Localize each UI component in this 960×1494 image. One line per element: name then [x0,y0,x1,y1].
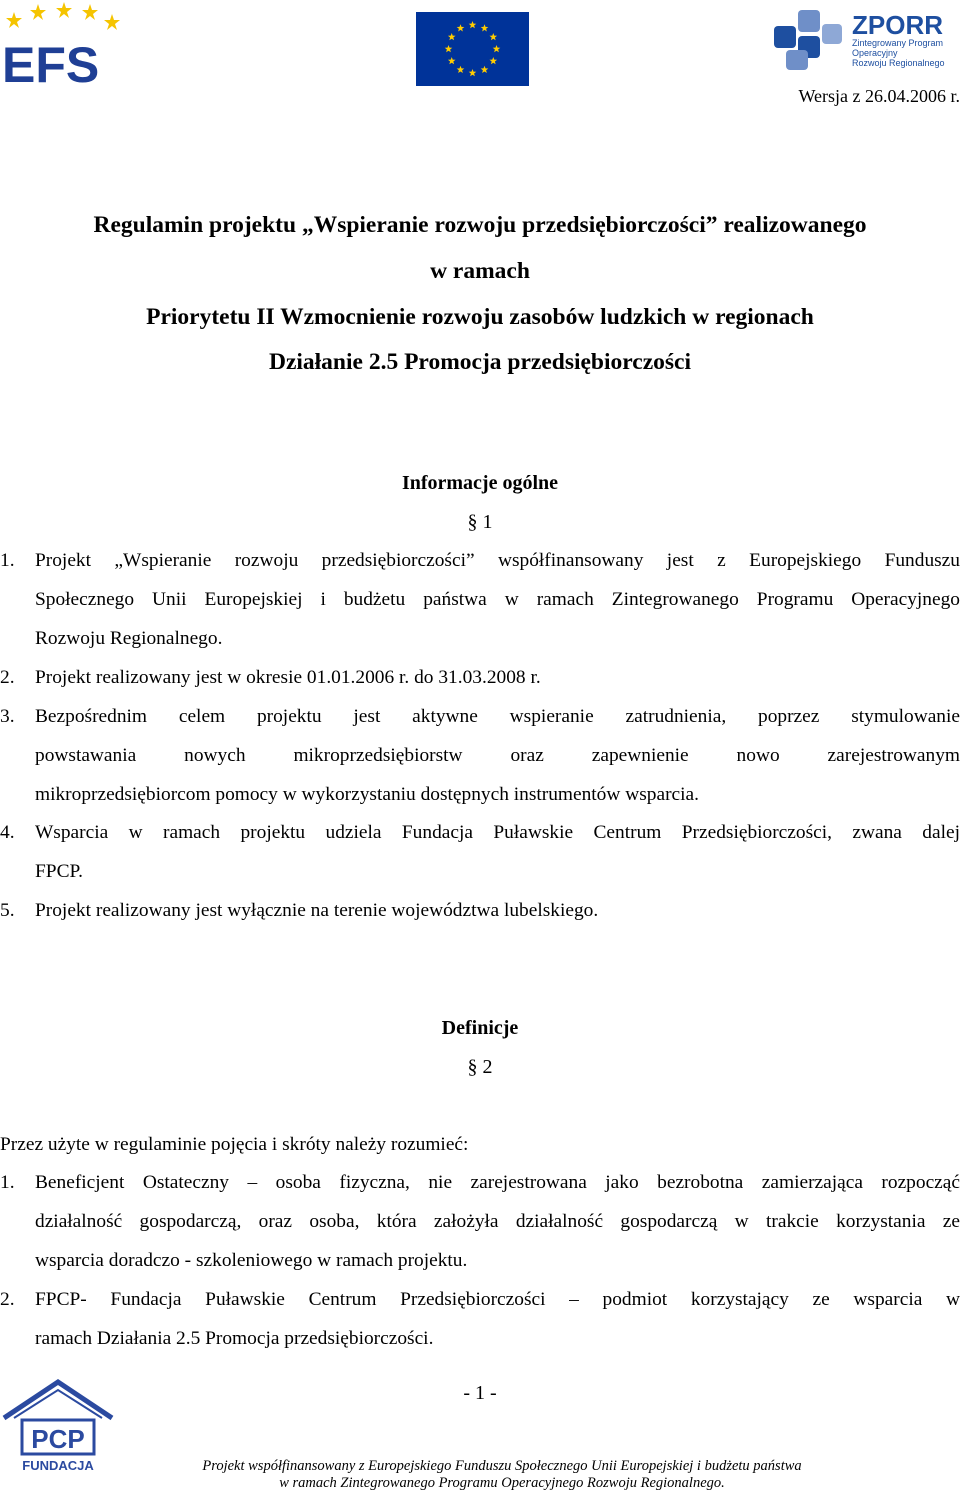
svg-text:Operacyjny: Operacyjny [852,48,898,58]
pcp-foundation-logo [0,1378,118,1474]
page-number: - 1 - [463,1382,497,1404]
list-item [0,667,960,697]
eu-star-icon [489,57,497,64]
version-label: Wersja z 26.04.2006 r. [798,86,960,106]
svg-text:FUNDACJA: FUNDACJA [22,1458,94,1473]
document-title-line-3: Priorytetu II Wzmocnienie rozwoju zasobów ludzkich w regionach [146,304,814,330]
list-item [0,1289,960,1359]
footer-line-2: w ramach Zintegrowanego Programu Operacyjnego Rozwoju Regionalnego. [279,1475,725,1491]
paragraph-number-2: § 2 [467,1056,493,1078]
list-item [0,822,960,892]
list-number: 2. [0,667,15,688]
eu-star-icon [445,45,453,52]
list-number: 4. [0,822,15,843]
list-number: 3. [0,706,15,727]
list-text-line: Projekt „Wspieranie rozwoju przedsiębiorczości” współfinansowany jest z Europejskiego Funduszu [35,550,960,571]
section-heading-definitions: Definicje [441,1017,519,1039]
list-text-line: Beneficjent Ostateczny – osoba fizyczna, nie zarejestrowana jako bezrobotna zamierzająca rozpocząć [35,1172,960,1193]
svg-text:PCP: PCP [31,1424,85,1454]
eu-star-icon [493,45,501,52]
eu-star-icon [448,57,456,64]
document-title-line-1: Regulamin projektu „Wspieranie rozwoju przedsiębiorczości” realizowanego [93,212,867,238]
list-text-line: Wsparcia w ramach projektu udziela Fundacja Puławskie Centrum Przedsiębiorczości, zwana dalej [35,822,960,843]
list-text-line: FPCP. [35,861,83,882]
list-text-line: powstawania nowych mikroprzedsiębiorstw oraz zapewnienie nowo zarejestrowanym [35,745,960,766]
list-number: 5. [0,900,15,921]
list-text-line: działalność gospodarczą, oraz osoba, która założyła działalność gospodarczą w trakcie korzystania ze [35,1211,960,1232]
footer-line-1: Projekt współfinansowany z Europejskiego Funduszu Społecznego Unii Europejskiej i budżetu państwa [202,1458,802,1474]
list-text-line: Społecznego Unii Europejskiej i budżetu państwa w ramach Zintegrowanego Programu Operacyjnego [35,589,960,610]
eu-star-icon [469,21,477,28]
list-text-line: FPCP- Fundacja Puławskie Centrum Przedsiębiorczości – podmiot korzystający ze wsparcia w [35,1289,960,1310]
eu-star-icon [469,69,477,76]
eu-star-icon [448,33,456,40]
document-title-line-4: Działanie 2.5 Promocja przedsiębiorczości [268,349,692,375]
svg-text:Zintegrowany Program: Zintegrowany Program [852,38,944,48]
efs-logo [0,2,128,88]
list-text-line: wsparcia doradczo - szkoleniowego w ramach projektu. [35,1250,468,1271]
list-number: 2. [0,1289,15,1310]
list-text-line: mikroprzedsiębiorcom pomocy w wykorzystaniu dostępnych instrumentów wsparcia. [35,784,699,805]
eu-star-icon [457,24,465,31]
list-item [0,706,960,816]
paragraph-number-1: § 1 [467,511,493,533]
list-number: 1. [0,1172,15,1193]
list-item [0,900,960,930]
list-text-line: ramach Działania 2.5 Promocja przedsiębiorczości. [35,1328,434,1349]
eu-flag-logo [416,12,529,86]
list-number: 1. [0,550,15,571]
zporr-logo [772,4,947,76]
list-item [0,550,960,670]
svg-text:Rozwoju Regionalnego: Rozwoju Regionalnego [852,58,945,68]
definitions-intro: Przez użyte w regulaminie pojęcia i skróty należy rozumieć: [0,1134,469,1155]
list-text-line: Projekt realizowany jest wyłącznie na terenie województwa lubelskiego. [35,900,599,921]
list-text-line: Projekt realizowany jest w okresie 01.01.2006 r. do 31.03.2008 r. [35,667,541,688]
eu-star-icon [489,33,497,40]
eu-star-icon [457,66,465,73]
svg-text:ZPORR: ZPORR [852,10,943,40]
eu-star-icon [481,66,489,73]
section-heading-general: Informacje ogólne [401,472,559,494]
svg-text:EFS: EFS [2,37,100,88]
list-item [0,1172,960,1292]
eu-star-icon [481,24,489,31]
list-text-line: Rozwoju Regionalnego. [35,628,223,649]
document-title-line-2: w ramach [430,258,530,284]
list-text-line: Bezpośrednim celem projektu jest aktywne wspieranie zatrudnienia, poprzez stymulowanie [35,706,960,727]
